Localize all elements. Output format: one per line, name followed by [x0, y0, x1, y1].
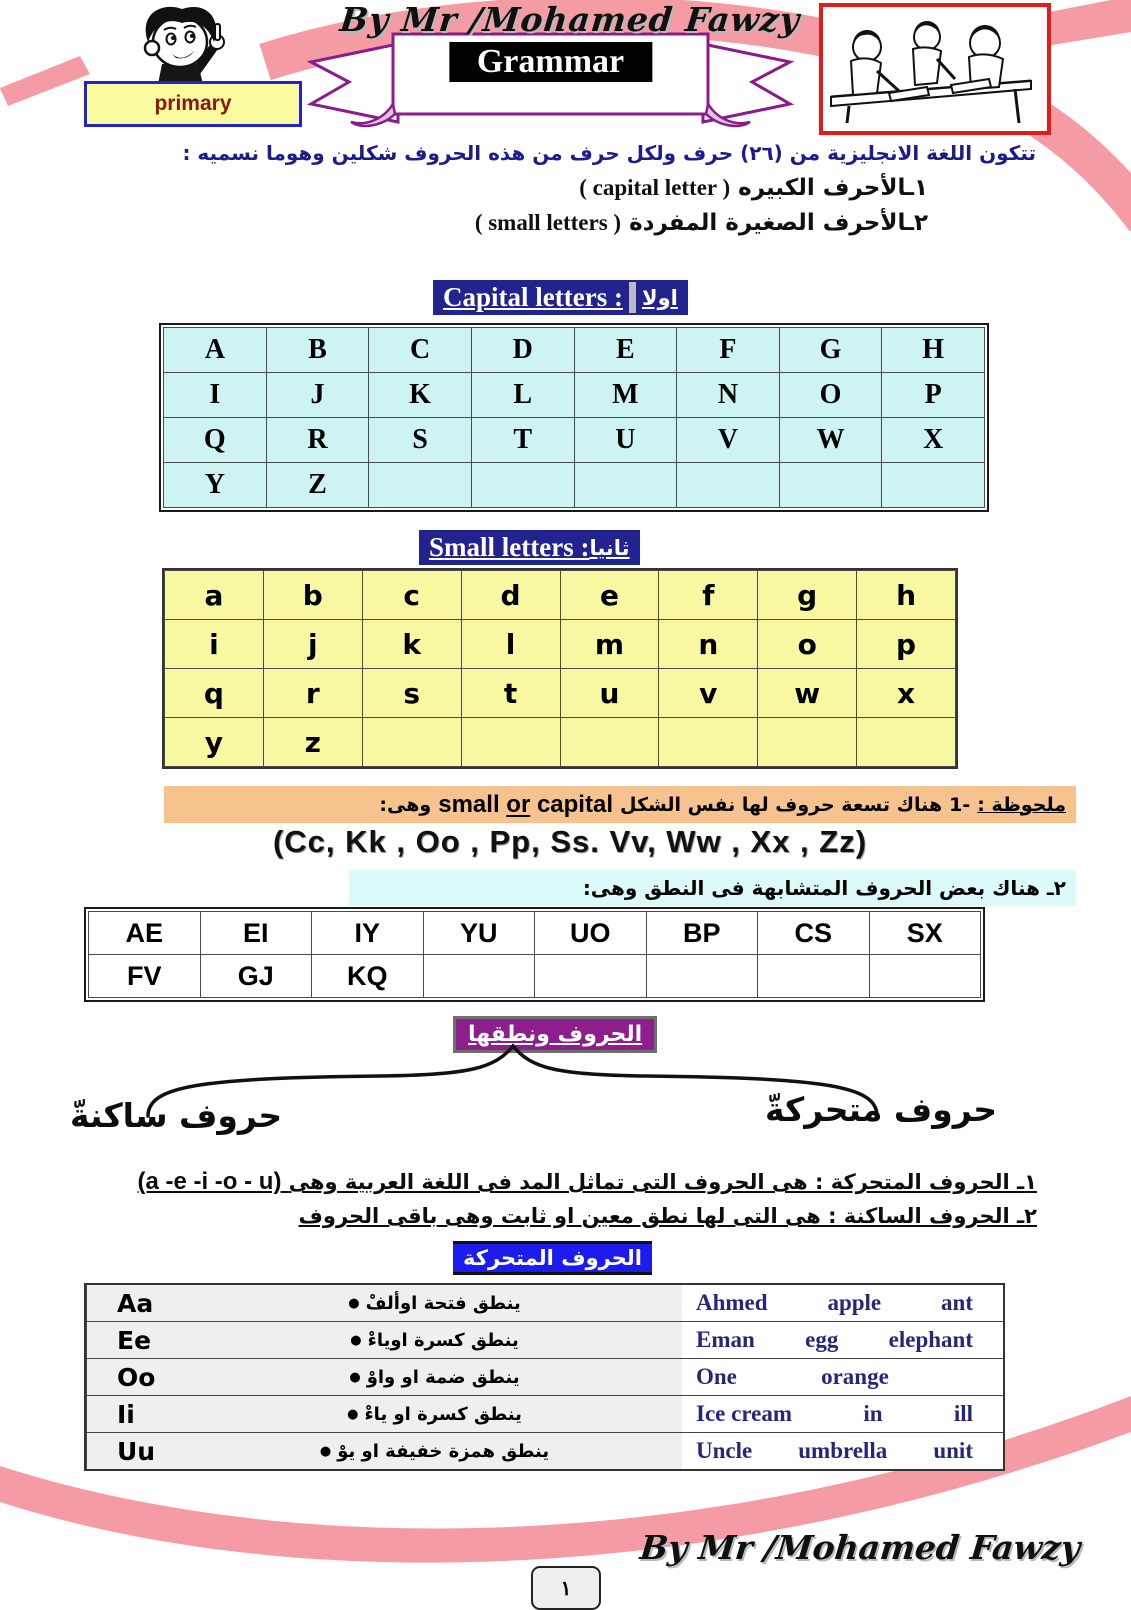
letter-cell: l — [461, 620, 560, 669]
letter-cell: N — [677, 373, 780, 418]
vowel-pron-text: ينطق ضمة او واوْ — [366, 1366, 520, 1388]
vowel-pron-text: ينطق كسرة او ياءْ — [364, 1403, 522, 1425]
vowel-examples-cell — [682, 1396, 1003, 1432]
letter-cell: W — [779, 418, 882, 463]
vowel-examples-cell — [682, 1322, 1003, 1358]
vowels-definition — [100, 1168, 1037, 1196]
letter-cell: H — [882, 328, 985, 373]
letter-cell: i — [165, 620, 264, 669]
capital-definition-line — [250, 175, 928, 201]
example-word: unit — [933, 1438, 973, 1463]
bullet-icon: ● — [350, 1332, 362, 1348]
letter-cell — [574, 463, 677, 508]
page-number-box — [531, 1566, 601, 1610]
letter-cell: GJ — [200, 955, 312, 998]
letter-cell: w — [758, 669, 857, 718]
vowel-letter: Aa — [117, 1288, 154, 1318]
letter-cell: Y — [164, 463, 267, 508]
letter-cell: V — [677, 418, 780, 463]
letter-cell: s — [362, 669, 461, 718]
letter-cell: f — [659, 571, 758, 620]
pronunciation-heading: الحروف ونطقها — [453, 1016, 657, 1053]
vowel-pron — [187, 1441, 682, 1462]
small-letters-table — [164, 570, 956, 767]
capital-definition-ar: ١ـالأحرف الكبيره — [738, 175, 928, 201]
vowel-pron-cell — [86, 1433, 682, 1469]
letter-cell: b — [263, 571, 362, 620]
example-word: Ice cream — [696, 1401, 792, 1426]
capital-letters-heading — [433, 280, 688, 315]
capital-definition-latin: ( capital letter ) — [579, 175, 731, 200]
letter-cell: M — [574, 373, 677, 418]
example-word: orange — [821, 1364, 889, 1389]
page-number: ١ — [560, 1577, 572, 1600]
letter-cell: J — [266, 373, 369, 418]
vowel-letter: Uu — [117, 1436, 156, 1466]
letter-cell: k — [362, 620, 461, 669]
letter-cell: S — [369, 418, 472, 463]
vowel-row — [86, 1396, 1003, 1433]
letter-cell: o — [758, 620, 857, 669]
vowel-examples-cell — [682, 1285, 1003, 1321]
letter-cell — [857, 718, 956, 767]
letter-cell: KQ — [312, 955, 424, 998]
vowel-pron — [187, 1293, 682, 1314]
bullet-icon: ● — [349, 1369, 361, 1385]
letter-cell: e — [560, 571, 659, 620]
letter-cell: IY — [312, 912, 424, 955]
vowel-pron-cell — [86, 1285, 682, 1321]
example-word: Ahmed — [696, 1290, 768, 1315]
vowel-pron — [187, 1404, 682, 1425]
example-word: umbrella — [798, 1438, 888, 1463]
grammar-banner — [303, 30, 798, 128]
vowel-pron-cell — [86, 1322, 682, 1358]
letter-cell: BP — [646, 912, 758, 955]
example-word: Eman — [696, 1327, 755, 1352]
letter-cell: n — [659, 620, 758, 669]
vowel-letter: Oo — [117, 1362, 156, 1392]
level-badge-label: primary — [154, 92, 232, 115]
similar-letters-table-wrap — [84, 907, 985, 1002]
note-latin: small or capital — [438, 790, 613, 818]
capital-heading-ar: اولا — [641, 285, 678, 310]
capital-letters-table-wrap — [159, 323, 989, 512]
letter-cell: D — [471, 328, 574, 373]
vowel-letter: Ee — [117, 1325, 152, 1355]
letter-cell: x — [857, 669, 956, 718]
example-word: ill — [953, 1401, 973, 1426]
letter-cell: X — [882, 418, 985, 463]
level-badge — [84, 81, 302, 127]
left-ribbon-stripe — [0, 56, 90, 106]
letter-cell: j — [263, 620, 362, 669]
example-word: ant — [941, 1290, 973, 1315]
letter-cell — [423, 955, 535, 998]
letter-cell: A — [164, 328, 267, 373]
branch-consonants-label: حروف ساكنةّ — [70, 1096, 283, 1135]
letter-cell: CS — [758, 912, 870, 955]
vowels-definition-ar: ١ـ الحروف المتحركة : هى الحروف التى تماثل المد فى اللغة العربية وهى — [288, 1170, 1037, 1194]
note-body-ar: هناك تسعة حروف لها نفس الشكل — [619, 793, 943, 816]
letter-cell: y — [165, 718, 264, 767]
letter-cell: K — [369, 373, 472, 418]
letter-cell: P — [882, 373, 985, 418]
vowel-pron-text: ينطق همزة خفيفة او يوْ — [337, 1440, 550, 1462]
letter-cell: Q — [164, 418, 267, 463]
vowel-examples-cell — [682, 1359, 1003, 1395]
letter-cell: u — [560, 669, 659, 718]
letter-cell: q — [165, 669, 264, 718]
author-script-bottom: By Mr /Mohamed Fawzy — [638, 1528, 1083, 1567]
same-shape-letters-line: (Cc, Kk , Oo , Pp, Ss. Vv, Ww , Xx , Zz) — [272, 824, 868, 859]
letter-cell — [369, 463, 472, 508]
letter-cell: U — [574, 418, 677, 463]
letter-cell — [560, 718, 659, 767]
vowel-row — [86, 1285, 1003, 1322]
small-letters-table-wrap — [162, 568, 958, 769]
capital-letters-table — [163, 327, 985, 508]
small-definition-ar: ٢ـالأحرف الصغيرة المفردة — [629, 210, 928, 236]
example-word: egg — [805, 1327, 839, 1352]
bullet-icon: ● — [319, 1443, 332, 1459]
letter-cell — [659, 718, 758, 767]
small-heading-ar: ثانيا — [589, 535, 630, 560]
vowel-examples-table — [84, 1283, 1005, 1471]
letter-cell: h — [857, 571, 956, 620]
intro-line: تتكون اللغة الانجليزية من (٢٦) حرف ولكل حرف من هذه الحروف شكلين وهوما نسميه : — [182, 141, 1036, 165]
letter-cell: B — [266, 328, 369, 373]
letter-cell — [758, 718, 857, 767]
letter-cell: t — [461, 669, 560, 718]
letter-cell — [471, 463, 574, 508]
example-word: One — [696, 1364, 737, 1389]
letter-cell: d — [461, 571, 560, 620]
letter-cell — [461, 718, 560, 767]
small-heading-en: Small letters : — [429, 532, 590, 562]
vowel-table-heading: الحروف المتحركة — [453, 1241, 652, 1275]
letter-cell: v — [659, 669, 758, 718]
consonants-definition: ٢ـ الحروف الساكنة : هى التى لها نطق معين او ثابت وهى باقى الحروف — [298, 1204, 1037, 1228]
letter-cell: I — [164, 373, 267, 418]
letter-cell — [362, 718, 461, 767]
letter-cell — [758, 955, 870, 998]
vowel-letter: Ii — [117, 1399, 135, 1429]
example-word: in — [863, 1401, 883, 1426]
vowels-list-latin: (a -e -i -o - u) — [137, 1168, 282, 1195]
small-definition-latin: ( small letters ) — [474, 210, 622, 235]
example-word: apple — [827, 1290, 882, 1315]
note-similar-sound-banner — [349, 870, 1076, 906]
letter-cell — [779, 463, 882, 508]
vowel-row — [86, 1433, 1003, 1469]
letter-cell: AE — [89, 912, 201, 955]
letter-cell: m — [560, 620, 659, 669]
letter-cell: r — [263, 669, 362, 718]
letter-cell: p — [857, 620, 956, 669]
vowel-pron-cell — [86, 1359, 682, 1395]
letter-cell: SX — [869, 912, 981, 955]
students-illustration — [819, 3, 1051, 135]
heading-divider — [629, 282, 636, 313]
letter-cell — [535, 955, 647, 998]
letter-cell: C — [369, 328, 472, 373]
letter-cell: F — [677, 328, 780, 373]
letter-cell: L — [471, 373, 574, 418]
banner-title: Grammar — [449, 42, 652, 82]
letter-cell — [677, 463, 780, 508]
letter-cell: c — [362, 571, 461, 620]
branch-vowels-label: حروف متحركةّ — [765, 1090, 998, 1129]
letter-cell — [882, 463, 985, 508]
bullet-icon: ● — [347, 1406, 359, 1422]
note-same-shape-banner — [164, 786, 1076, 823]
letter-cell: EI — [200, 912, 312, 955]
letter-cell: g — [758, 571, 857, 620]
note-tail: وهى: — [379, 793, 432, 816]
vowel-examples-cell — [682, 1433, 1003, 1469]
letter-cell: YU — [423, 912, 535, 955]
note-number: 1- — [949, 793, 971, 816]
letter-cell: UO — [535, 912, 647, 955]
letter-cell: T — [471, 418, 574, 463]
example-word: Uncle — [696, 1438, 753, 1463]
note-label: ملحوظة : — [977, 793, 1066, 816]
bullet-icon: ● — [348, 1295, 360, 1311]
note2-text: ٢ـ هناك بعض الحروف المتشابهة فى النطق وهى: — [582, 876, 1066, 900]
vowel-pron — [187, 1367, 682, 1388]
vowel-pron-text: ينطق كسرة اوياءْ — [367, 1329, 519, 1351]
similar-letters-table — [88, 911, 981, 998]
vowel-pron — [187, 1330, 682, 1351]
letter-cell: O — [779, 373, 882, 418]
letter-cell — [646, 955, 758, 998]
example-word: elephant — [888, 1327, 973, 1352]
letter-cell — [869, 955, 981, 998]
letter-cell: FV — [89, 955, 201, 998]
author-script-top: By Mr /Mohamed Fawzy — [338, 0, 802, 39]
small-letters-heading — [419, 530, 640, 565]
letter-cell: z — [263, 718, 362, 767]
letter-cell: a — [165, 571, 264, 620]
vowel-row — [86, 1322, 1003, 1359]
small-definition-line — [250, 210, 928, 236]
vowel-row — [86, 1359, 1003, 1396]
capital-heading-en: Capital letters : — [443, 282, 623, 312]
letter-cell: G — [779, 328, 882, 373]
vowel-pron-text: ينطق فتحة اوألفْ — [365, 1292, 521, 1314]
letter-cell: E — [574, 328, 677, 373]
letter-cell: Z — [266, 463, 369, 508]
letter-cell: R — [266, 418, 369, 463]
vowel-pron-cell — [86, 1396, 682, 1432]
